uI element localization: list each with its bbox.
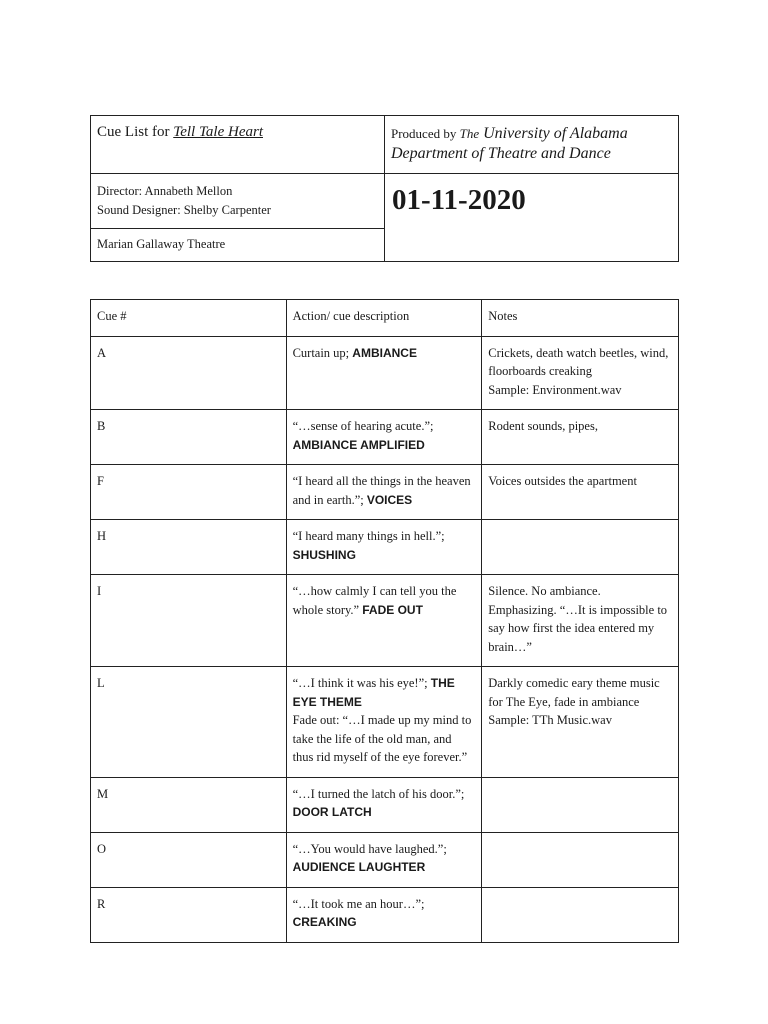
org-department: Department of Theatre and Dance bbox=[391, 145, 611, 162]
action-text: “…You would have laughed.”; bbox=[292, 841, 447, 856]
cue-action bbox=[286, 667, 482, 778]
cue-number: A bbox=[91, 336, 287, 410]
table-row bbox=[91, 887, 679, 942]
cue-notes bbox=[482, 777, 679, 832]
cue-name: AMBIANCE bbox=[352, 345, 417, 360]
cue-notes bbox=[482, 667, 679, 778]
action-text: “…I think it was his eye!”; bbox=[292, 676, 431, 690]
production-header bbox=[90, 115, 679, 262]
cue-action bbox=[286, 410, 482, 465]
cue-list-title bbox=[91, 116, 385, 174]
table-row bbox=[91, 667, 679, 778]
cue-number: R bbox=[91, 887, 287, 942]
produced-by-label: Produced by bbox=[391, 126, 460, 141]
cue-notes bbox=[482, 575, 679, 667]
cue-list-prefix: Cue List for bbox=[97, 124, 174, 140]
cue-name: VOICES bbox=[366, 492, 413, 507]
cue-table bbox=[90, 299, 679, 943]
action-text: “…It took me an hour…”; bbox=[292, 896, 425, 911]
cue-notes bbox=[482, 887, 679, 942]
cue-number: H bbox=[91, 520, 287, 575]
cue-notes bbox=[482, 336, 679, 410]
table-row bbox=[91, 832, 679, 887]
org-article: The bbox=[459, 126, 480, 141]
table-row bbox=[91, 465, 679, 520]
note-line: Rodent sounds, pipes, bbox=[488, 419, 598, 433]
note-line: Voices outsides the apartment bbox=[488, 474, 637, 488]
cue-name: AMBIANCE AMPLIFIED bbox=[292, 437, 425, 452]
cue-number: O bbox=[91, 832, 287, 887]
crew-cell bbox=[91, 174, 385, 229]
action-text: “…I turned the latch of his door.”; bbox=[292, 786, 465, 801]
date-cell bbox=[385, 174, 678, 261]
table-row bbox=[91, 777, 679, 832]
table-row bbox=[91, 575, 679, 667]
cue-name: FADE OUT bbox=[362, 602, 423, 617]
table-row bbox=[91, 410, 679, 465]
action-text: “I heard all the things in the heaven and in earth.”; bbox=[292, 474, 471, 507]
play-title: Tell Tale Heart bbox=[173, 124, 263, 140]
header-cue-number: Cue # bbox=[91, 300, 287, 337]
director-text: Director: Annabeth Mellon bbox=[97, 184, 233, 198]
header-action: Action/ cue description bbox=[286, 300, 482, 337]
action-text: “…how calmly I can tell you the whole story.” bbox=[292, 584, 457, 617]
note-line: Silence. No ambiance. Emphasizing. “…It is impossible to say how first the idea entered my brain…” bbox=[488, 584, 668, 654]
venue-text: Marian Gallaway Theatre bbox=[97, 237, 226, 251]
cue-name: DOOR LATCH bbox=[292, 805, 372, 819]
cue-action bbox=[286, 336, 482, 410]
action-text: “I heard many things in hell.”; bbox=[292, 529, 445, 543]
header-notes: Notes bbox=[482, 300, 679, 337]
action-text: “…sense of hearing acute.”; bbox=[292, 419, 434, 433]
cue-action bbox=[286, 887, 482, 942]
note-line: Darkly comedic eary theme music for The Eye, fade in ambiance bbox=[488, 676, 660, 709]
cue-name: THE EYE THEME bbox=[292, 676, 455, 709]
cue-number: L bbox=[91, 667, 287, 778]
cue-number: B bbox=[91, 410, 287, 465]
cue-number: I bbox=[91, 575, 287, 667]
cue-notes bbox=[482, 410, 679, 465]
table-row bbox=[91, 336, 679, 410]
action-text: Curtain up; bbox=[292, 345, 353, 360]
venue-cell bbox=[91, 229, 385, 261]
cue-number: F bbox=[91, 465, 287, 520]
note-line: Crickets, death watch beetles, wind, floorboards creaking bbox=[488, 345, 669, 378]
table-row bbox=[91, 520, 679, 575]
cue-table-header-row bbox=[91, 300, 679, 337]
cue-notes bbox=[482, 520, 679, 575]
cue-number: M bbox=[91, 777, 287, 832]
cue-name: CREAKING bbox=[292, 915, 357, 929]
cue-action bbox=[286, 465, 482, 520]
cue-notes bbox=[482, 832, 679, 887]
cue-action bbox=[286, 520, 482, 575]
note-line: Sample: Environment.wav bbox=[488, 382, 622, 397]
sound-designer-text: Sound Designer: Shelby Carpenter bbox=[97, 203, 271, 217]
date-text: 01-11-2020 bbox=[392, 184, 526, 216]
note-line: Sample: TTh Music.wav bbox=[488, 713, 612, 727]
cue-name: AUDIENCE LAUGHTER bbox=[292, 860, 426, 874]
cue-notes bbox=[482, 465, 679, 520]
org-name: University of Alabama bbox=[479, 125, 628, 142]
cue-action bbox=[286, 832, 482, 887]
cue-action bbox=[286, 575, 482, 667]
fade-out-text: Fade out: “…I made up my mind to take the life of the old man, and thus rid myself of the eye forever.” bbox=[292, 713, 472, 764]
producer-cell bbox=[385, 116, 678, 174]
cue-action bbox=[286, 777, 482, 832]
cue-name: SHUSHING bbox=[292, 547, 356, 562]
